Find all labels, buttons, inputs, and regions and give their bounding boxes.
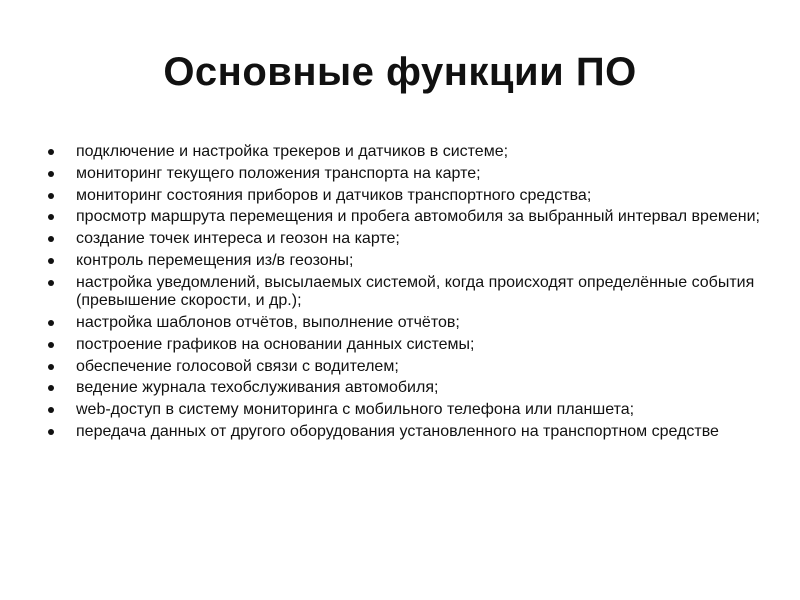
- bullet-icon: [48, 407, 54, 413]
- list-item-text: мониторинг текущего положения транспорта на карте;: [76, 164, 481, 182]
- list-item: [48, 165, 768, 184]
- list-item-text: контроль перемещения из/в геозоны;: [76, 251, 354, 269]
- bullet-icon: [48, 214, 54, 220]
- list-item-text: создание точек интереса и геозон на карте;: [76, 230, 400, 248]
- bullet-icon: [48, 171, 54, 177]
- list-item-text: web-доступ в систему мониторинга с мобильного телефона или планшета;: [76, 401, 635, 419]
- list-item: [48, 314, 768, 333]
- list-item-text: ведение журнала техобслуживания автомобиля;: [76, 379, 439, 397]
- list-item: [48, 358, 768, 377]
- feature-list: [48, 143, 768, 445]
- list-item-text: обеспечение голосовой связи с водителем;: [76, 357, 399, 375]
- list-item: [48, 379, 768, 398]
- list-item: [48, 252, 768, 271]
- list-item: [48, 401, 768, 420]
- list-item: [48, 187, 768, 206]
- list-item: [48, 230, 768, 249]
- list-item-text: просмотр маршрута перемещения и пробега автомобиля за выбранный интервал времени;: [76, 208, 760, 226]
- bullet-icon: [48, 258, 54, 264]
- bullet-icon: [48, 429, 54, 435]
- list-item-text: подключение и настройка трекеров и датчиков в системе;: [76, 143, 509, 160]
- bullet-icon: [48, 320, 54, 326]
- bullet-icon: [48, 364, 54, 370]
- list-item: [48, 208, 768, 227]
- bullet-icon: [48, 236, 54, 242]
- bullet-icon: [48, 149, 54, 155]
- list-item-text: настройка шаблонов отчётов, выполнение отчётов;: [76, 314, 460, 332]
- bullet-icon: [48, 342, 54, 348]
- bullet-icon: [48, 280, 54, 286]
- slide-title: Основные функции ПО: [163, 50, 637, 94]
- list-item-text: настройка уведомлений, высылаемых системой, когда происходят определённые события (превышение скорости, и др.);: [76, 273, 755, 310]
- list-item: [48, 143, 768, 162]
- list-item: [48, 423, 768, 442]
- bullet-icon: [48, 193, 54, 199]
- list-item-text: мониторинг состояния приборов и датчиков транспортного средства;: [76, 186, 592, 204]
- list-item: [48, 274, 768, 311]
- list-item: [48, 336, 768, 355]
- list-item-text: передача данных от другого оборудования установленного на транспортном средстве: [76, 423, 719, 441]
- list-item-text: построение графиков на основании данных системы;: [76, 335, 475, 353]
- bullet-icon: [48, 385, 54, 391]
